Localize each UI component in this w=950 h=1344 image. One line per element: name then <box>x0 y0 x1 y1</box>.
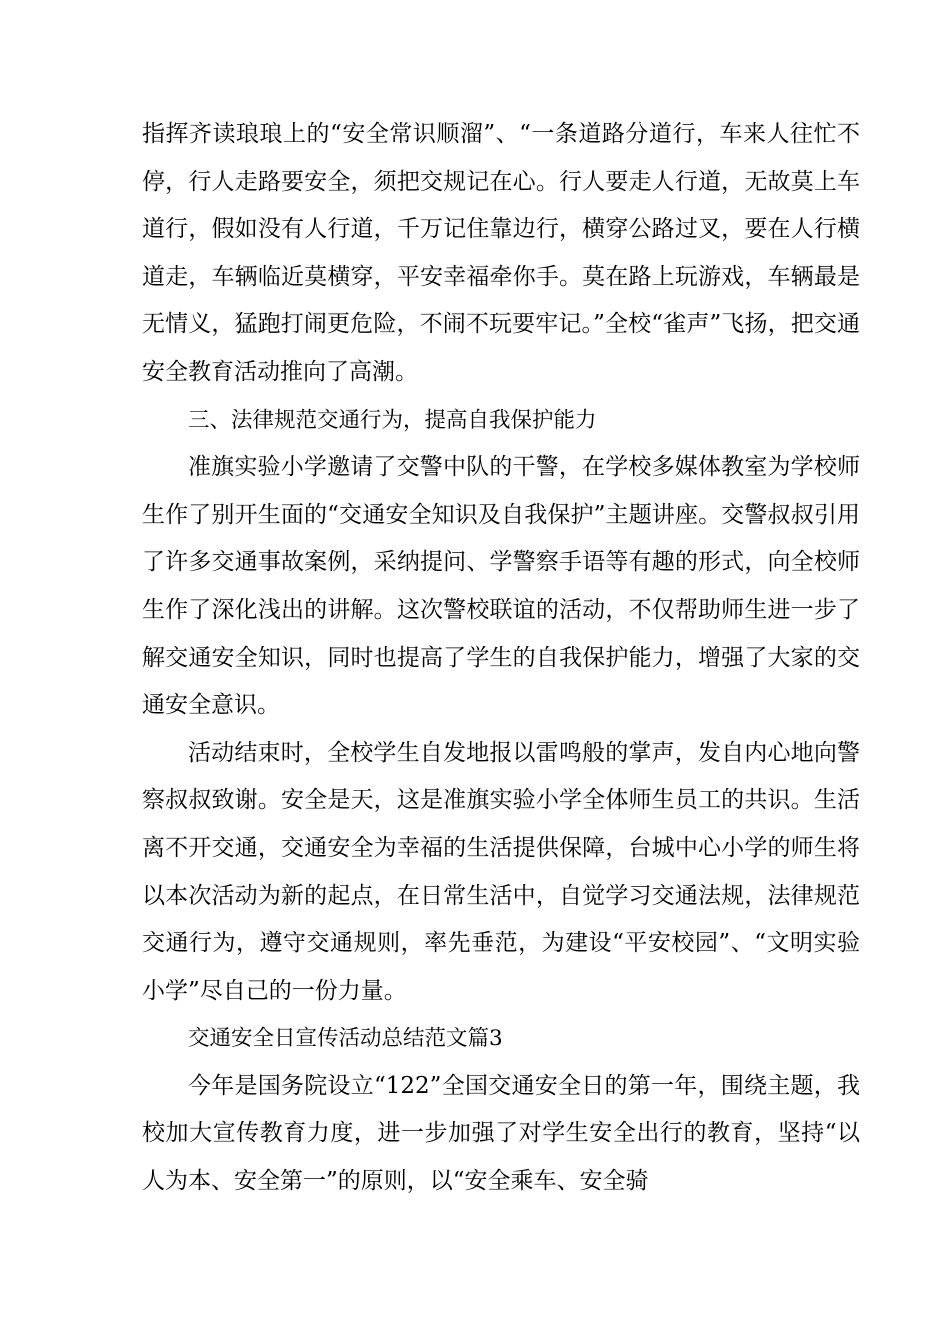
document-body <box>142 111 860 1206</box>
paragraph-1: 指挥齐读琅琅上的“安全常识顺溜”、“一条道路分道行，车来人往忙不停，行人走路要安全，须把交规记在心。行人要走人行道，无故莫上车道行，假如没有人行道，千万记住靠边行，横穿公路过叉，要在人行横道走，车辆临近莫横穿，平安幸福牵你手。莫在路上玩游戏，车辆最是无情义，猛跑打闹更危险，不闹不玩要牢记。”全校“雀声”飞扬，把交通安全教育活动推向了高潮。 <box>142 121 860 385</box>
section-heading-3: 三、法律规范交通行为，提高自我保护能力 <box>188 407 597 433</box>
article-title-3: 交通安全日宣传活动总结范文篇3 <box>188 1026 503 1052</box>
paragraph-lecture: 准旗实验小学邀请了交警中队的干警，在学校多媒体教室为学校师生作了别开生面的“交通安全知识及自我保护”主题讲座。交警叔叔引用了许多交通事故案例，采纳提问、学警察手语等有趣的形式，向全校师生作了深化浅出的讲解。这次警校联谊的活动，不仅帮助师生进一步了解交通安全知识，同时也提高了学生的自我保护能力，增强了大家的交通安全意识。 <box>142 454 860 719</box>
paragraph-article-3-intro: 今年是国务院设立“122”全国交通安全日的第一年，围绕主题，我校加大宣传教育力度，进一步加强了对学生安全出行的教育，坚持“以人为本、安全第一”的原则，以“安全乘车、安全骑 <box>142 1072 860 1195</box>
paragraph-conclusion: 活动结束时，全校学生自发地报以雷鸣般的掌声，发自内心地向警察叔叔致谢。安全是天，这是准旗实验小学全体师生员工的共识。生活离不开交通，交通安全为幸福的生活提供保障，台城中心小学的师生将以本次活动为新的起点，在日常生活中，自觉学习交通法规，法律规范交通行为，遵守交通规则，率先垂范，为建设“平安校园”、“文明实验小学”尽自己的一份力量。 <box>142 739 860 1004</box>
